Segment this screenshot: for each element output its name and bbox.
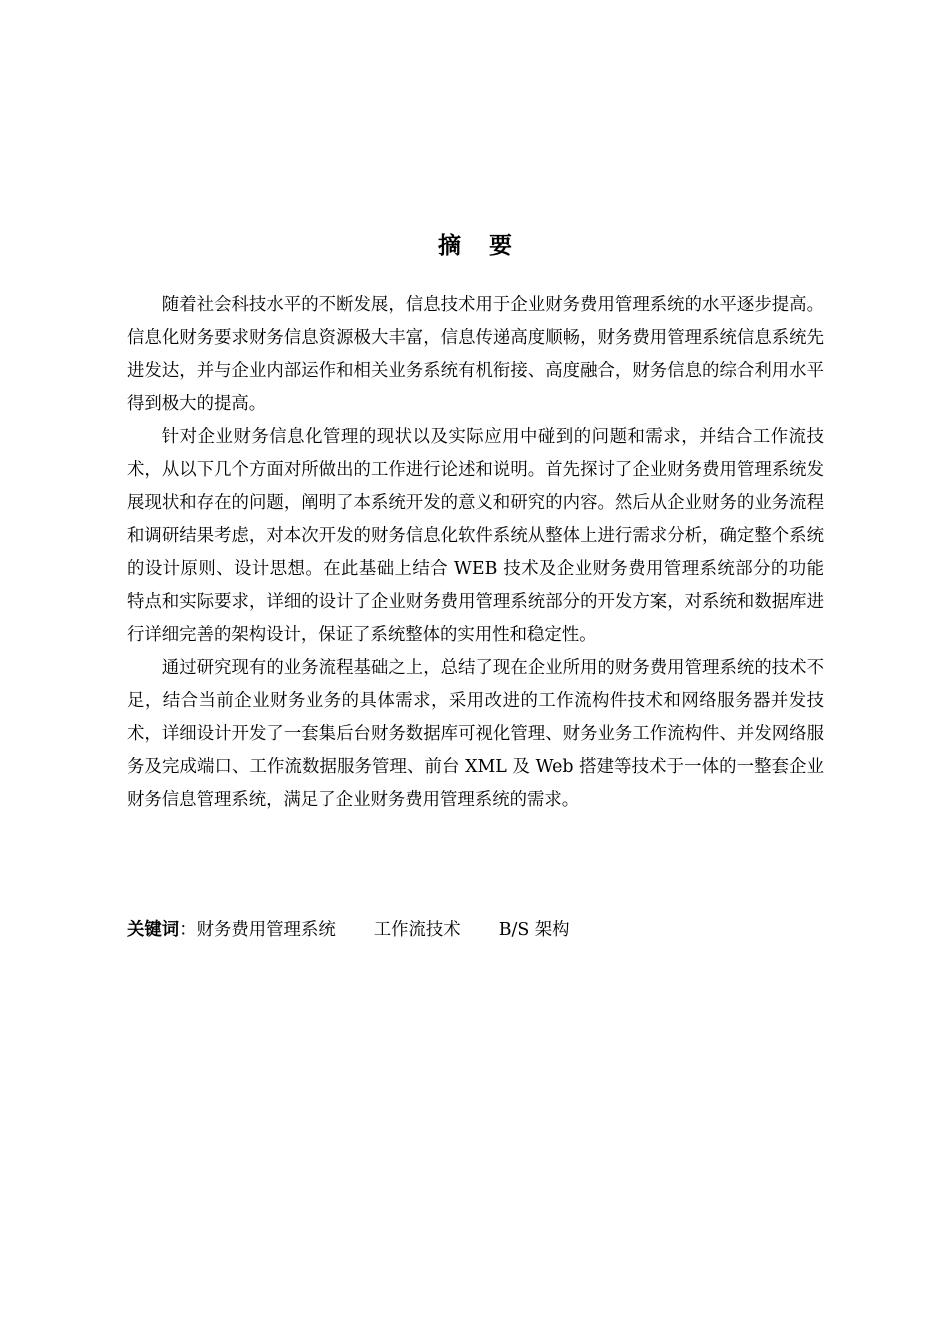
keyword-2: 工作流技术 [373,920,461,940]
keywords-colon: ： [179,920,197,940]
keyword-3: B/S 架构 [498,920,570,940]
abstract-paragraph-3: 通过研究现有的业务流程基础之上，总结了现在企业所用的财务费用管理系统的技术不足，结合当前企业财务业务的具体需求，采用改进的工作流构件技术和网络服务器并发技术，详细设计开发了一套集后台财务数据库可视化管理、财务业务工作流构件、并发网络服务及完成端口、工作流数据服务管理、前台 XML 及 Web 搭建等技术于一体的一整套企业财务信息管理系统，满足了企业财务费用管理系统的需求。 [127,658,824,810]
abstract-body [127,289,824,817]
abstract-paragraph-1: 随着社会科技水平的不断发展，信息技术用于企业财务费用管理系统的水平逐步提高。信息化财务要求财务信息资源极大丰富，信息传递高度顺畅，财务费用管理系统信息系统先进发达，并与企业内部运作和相关业务系统有机衔接、高度融合，财务信息的综合利用水平得到极大的提高。 [127,295,824,414]
abstract-title-char-1: 摘 [438,233,461,259]
keywords-label: 关键词 [127,920,180,940]
abstract-title [0,228,950,264]
abstract-paragraph-2: 针对企业财务信息化管理的现状以及实际应用中碰到的问题和需求，并结合工作流技术，从以下几个方面对所做出的工作进行论述和说明。首先探讨了企业财务费用管理系统发展现状和存在的问题，阐明了本系统开发的意义和研究的内容。然后从企业财务的业务流程和调研结果考虑，对本次开发的财务信息化软件系统从整体上进行需求分析，确定整个系统的设计原则、设计思想。在此基础上结合 WEB 技术及企业财务费用管理系统部分的功能特点和实际要求，详细的设计了企业财务费用管理系统部分的开发方案，对系统和数据库进行详细完善的架构设计，保证了系统整体的实用性和稳定性。 [127,427,824,645]
keywords-line [127,914,824,947]
keyword-1: 财务费用管理系统 [196,920,336,940]
abstract-title-char-2: 要 [489,233,512,259]
